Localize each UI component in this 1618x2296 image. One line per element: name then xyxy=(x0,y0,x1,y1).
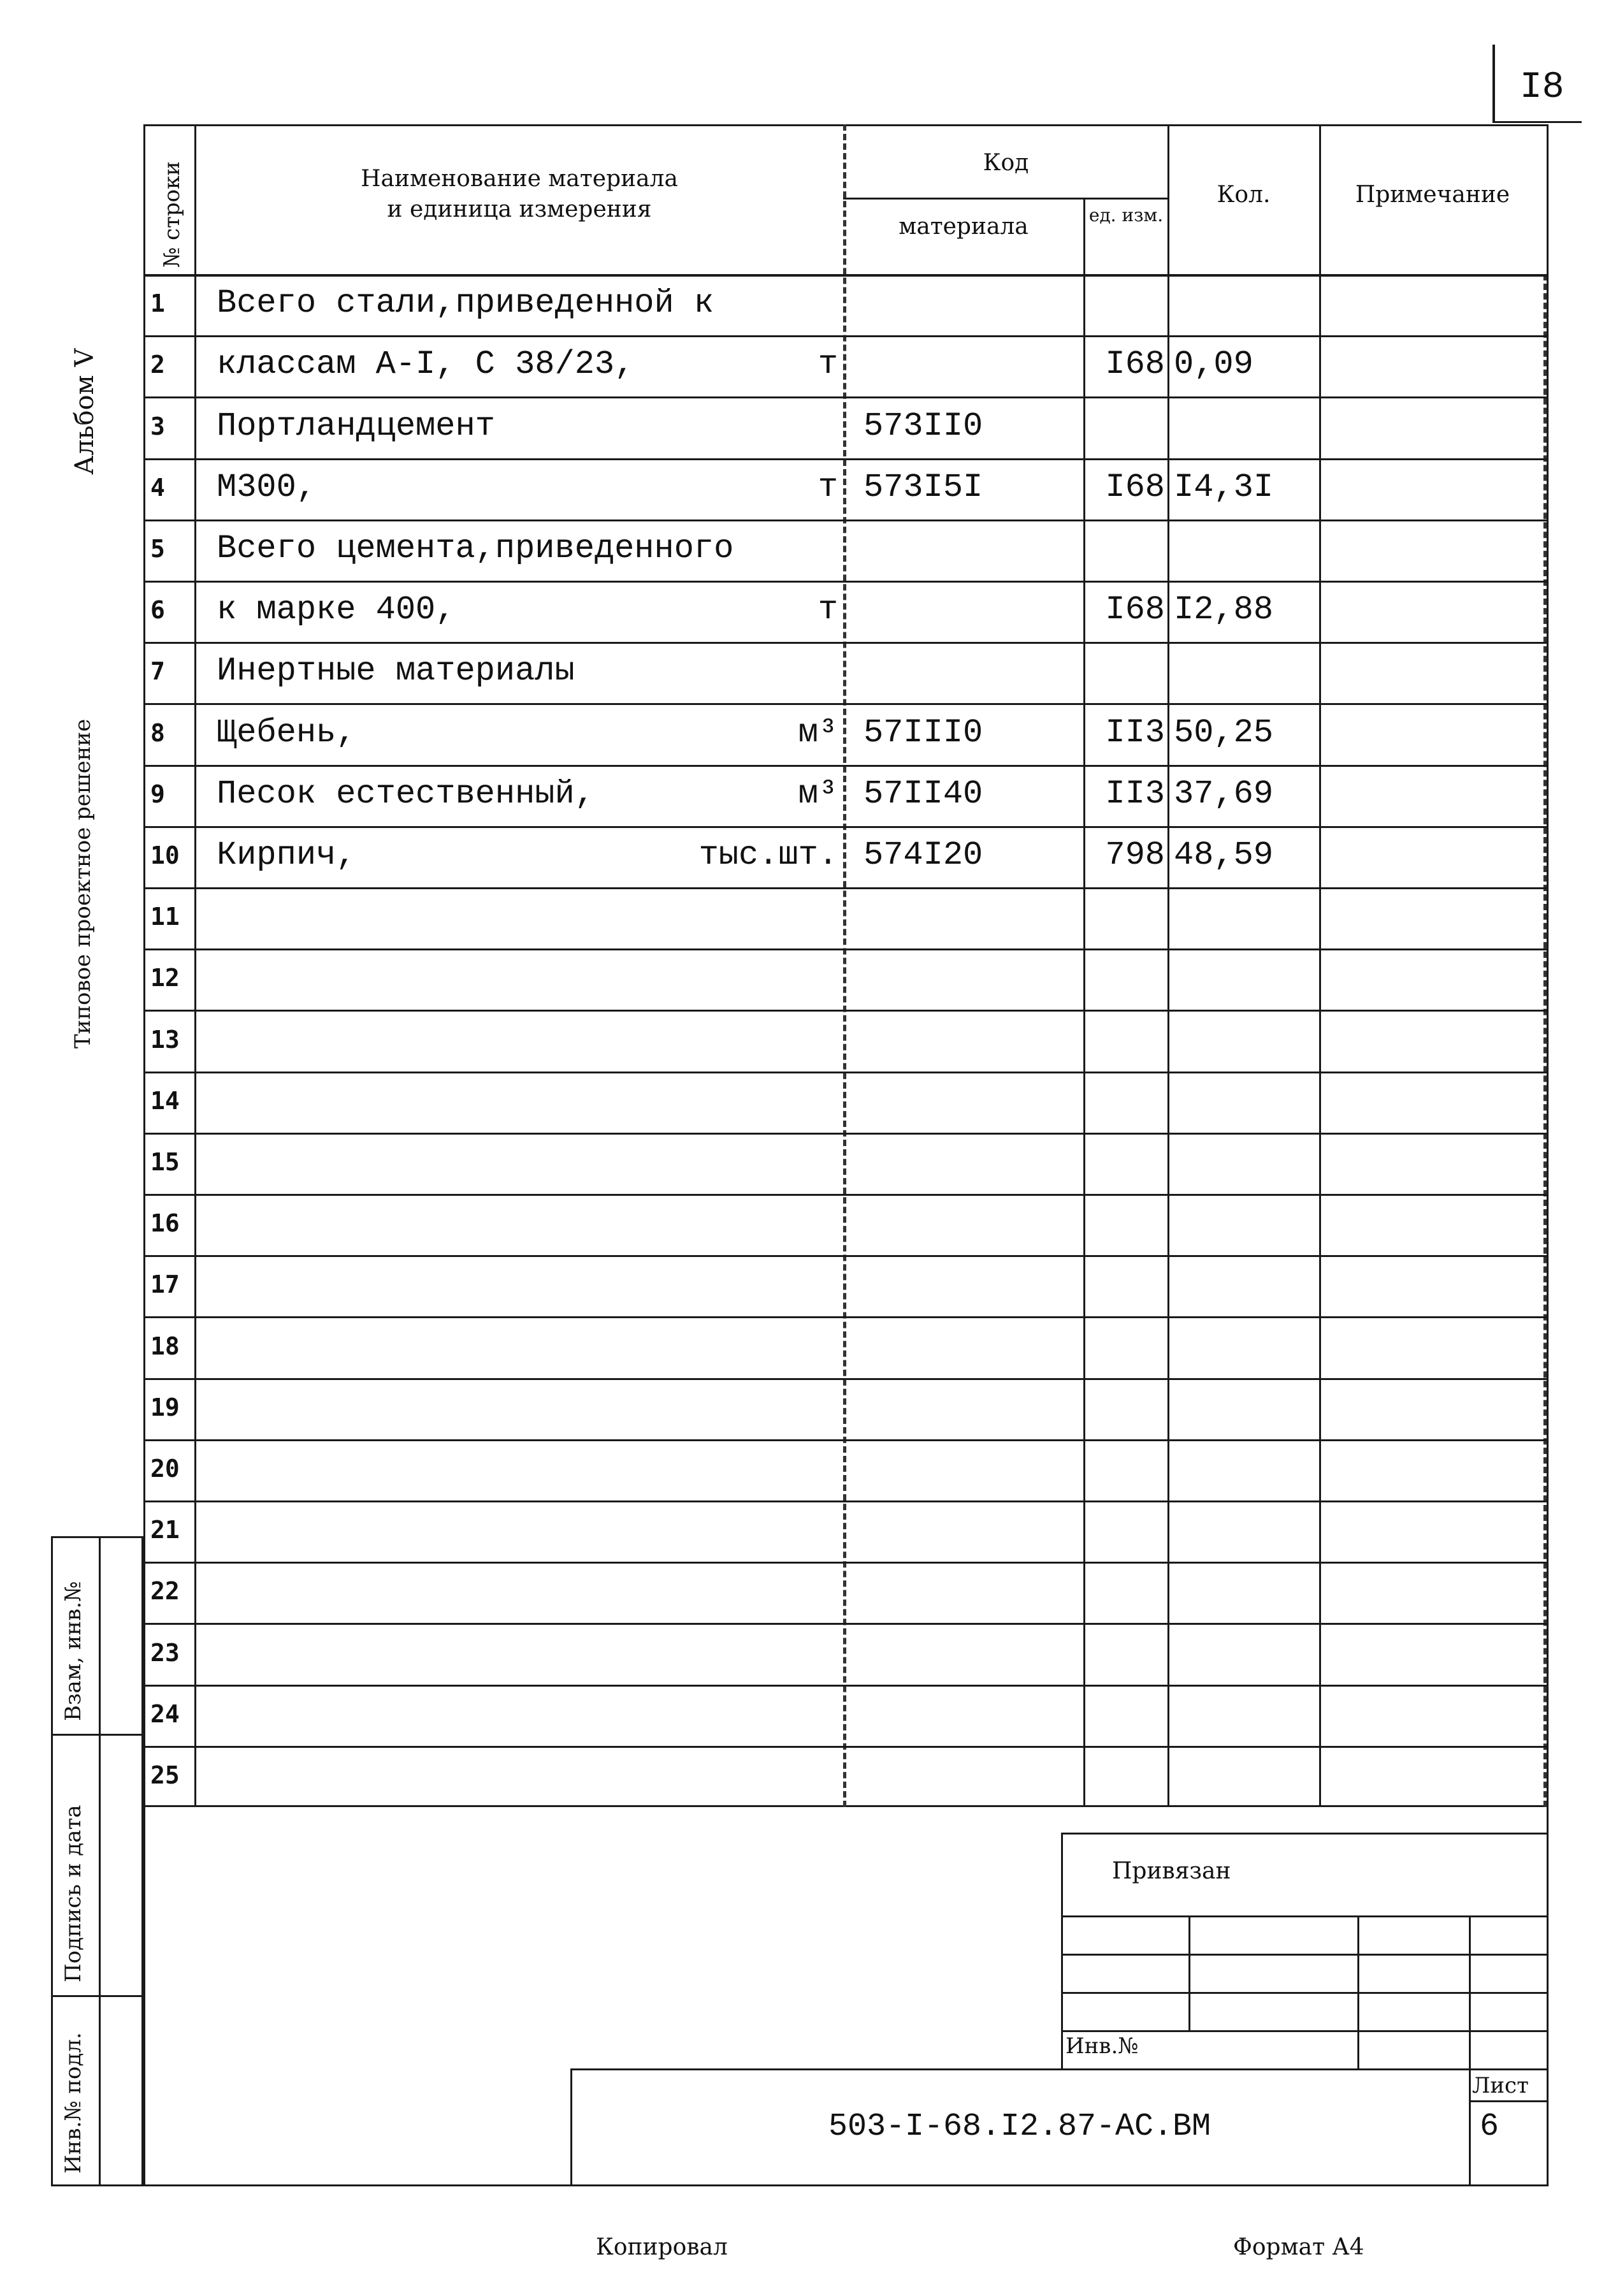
quantity: 37,69 xyxy=(1174,774,1274,813)
stamp-vzam-inv: Взам, инв.№ xyxy=(61,1581,86,1721)
row-separator xyxy=(143,396,1549,398)
row-number: 16 xyxy=(150,1209,180,1238)
row-number: 23 xyxy=(150,1638,180,1667)
sheet-label: Лист xyxy=(1472,2073,1529,2098)
row-number: 8 xyxy=(150,718,165,747)
stamp-divider-2 xyxy=(51,1995,143,1997)
privyazan-col-3 xyxy=(1469,1915,1471,2186)
page-number-underline xyxy=(1492,121,1582,123)
row-number: 18 xyxy=(150,1332,180,1360)
row-separator xyxy=(143,1746,1549,1748)
material-code: 57III0 xyxy=(863,713,983,752)
row-separator xyxy=(143,1316,1549,1318)
privyazan-row-3 xyxy=(1061,1992,1549,1994)
row-number: 25 xyxy=(150,1761,180,1789)
stamp-inv-original: Инв.№ подл. xyxy=(61,2032,86,2174)
header-code-unit: ед. изм. xyxy=(1088,205,1164,226)
row-separator xyxy=(143,335,1549,337)
privyazan-top xyxy=(1061,1833,1549,1835)
sheet-number: 6 xyxy=(1480,2109,1499,2145)
row-number: 14 xyxy=(150,1086,180,1115)
col-divider-name xyxy=(843,124,846,1807)
privyazan-left xyxy=(1061,1833,1063,2068)
col-divider-rownum xyxy=(194,124,196,1807)
header-name-line2: и единица измерения xyxy=(387,196,652,222)
row-separator xyxy=(143,520,1549,521)
header-code: Код xyxy=(983,150,1029,176)
row-separator xyxy=(143,1255,1549,1257)
material-name: Кирпич, xyxy=(217,836,356,874)
privyazan-row-1 xyxy=(1061,1915,1549,1917)
material-code: 574I20 xyxy=(863,836,983,874)
header-name-line1: Наименование материала xyxy=(361,166,678,192)
col-divider-unit xyxy=(1167,124,1169,1807)
format-label: Формат А4 xyxy=(1233,2234,1364,2260)
row-separator xyxy=(143,1378,1549,1380)
material-name: классам А-I, С 38/23, xyxy=(217,345,635,384)
row-separator xyxy=(143,703,1549,705)
quantity: 48,59 xyxy=(1174,836,1274,874)
privyazan-col-1 xyxy=(1188,1915,1190,2030)
quantity: I4,3I xyxy=(1174,468,1274,506)
row-number: 13 xyxy=(150,1025,180,1054)
row-number: 3 xyxy=(150,412,165,440)
row-number: 12 xyxy=(150,964,180,992)
project-type-caption: Типовое проектное решение xyxy=(70,718,96,1049)
sheet-divider xyxy=(1469,2100,1549,2102)
row-separator xyxy=(143,458,1549,460)
row-number: 6 xyxy=(150,596,165,625)
row-number: 5 xyxy=(150,534,165,563)
col-divider-qty xyxy=(1319,124,1321,1807)
header-code-split xyxy=(843,198,1167,200)
material-name: М300, xyxy=(217,468,317,506)
row-separator xyxy=(143,1500,1549,1502)
row-separator xyxy=(143,1133,1549,1135)
row-number: 21 xyxy=(150,1516,180,1544)
row-separator xyxy=(143,1623,1549,1625)
unit-label: т xyxy=(818,345,838,384)
material-name: Всего цемента,приведенного xyxy=(217,529,734,567)
material-name: Щебень, xyxy=(217,713,356,752)
row-separator xyxy=(143,1439,1549,1441)
unit-label: т xyxy=(818,468,838,506)
header-note: Примечание xyxy=(1355,182,1510,208)
row-separator xyxy=(143,642,1549,644)
row-separator xyxy=(143,1010,1549,1012)
row-separator xyxy=(143,948,1549,950)
material-name: Всего стали,приведенной к xyxy=(217,284,714,323)
row-separator xyxy=(143,887,1549,889)
row-separator xyxy=(143,826,1549,828)
row-number: 20 xyxy=(150,1454,180,1483)
row-number: 1 xyxy=(150,289,165,318)
material-name: к марке 400, xyxy=(217,591,456,629)
header-bottom xyxy=(143,274,1549,277)
unit-code: II3 xyxy=(1105,713,1165,752)
row-separator xyxy=(143,1685,1549,1687)
col-divider-code xyxy=(1083,198,1085,1807)
stamp-divider-1 xyxy=(51,1734,143,1736)
material-name: Инертные материалы xyxy=(217,652,575,690)
unit-code: I68 xyxy=(1105,591,1165,629)
row-number: 7 xyxy=(150,657,165,686)
stamp-inner-line xyxy=(99,1536,101,2186)
row-number: 24 xyxy=(150,1699,180,1728)
page-number-marker xyxy=(1492,45,1495,121)
row-separator xyxy=(143,1194,1549,1196)
row-number: 11 xyxy=(150,903,180,931)
document-code: 503-I-68.I2.87-АС.ВМ xyxy=(828,2109,1211,2145)
doc-code-top xyxy=(570,2068,1549,2070)
unit-label: тыс.шт. xyxy=(698,836,838,874)
unit-code: I68 xyxy=(1105,468,1165,506)
row-number: 9 xyxy=(150,780,165,808)
header-row-number: № строки xyxy=(159,161,185,268)
row-number: 4 xyxy=(150,473,165,502)
row-separator xyxy=(143,581,1549,583)
inv-number-label: Инв.№ xyxy=(1065,2033,1139,2059)
privyazan-label: Привязан xyxy=(1112,1858,1231,1884)
unit-label: т xyxy=(818,591,838,629)
album-caption: Альбом V xyxy=(70,348,99,475)
row-number: 10 xyxy=(150,841,180,869)
quantity: I2,88 xyxy=(1174,591,1274,629)
header-code-material: материала xyxy=(899,214,1029,240)
stamp-signature-date: Подпись и дата xyxy=(61,1805,86,1982)
unit-code: 798 xyxy=(1105,836,1165,874)
row-separator xyxy=(143,1562,1549,1564)
row-number: 22 xyxy=(150,1577,180,1606)
page-number: I8 xyxy=(1520,67,1564,108)
material-code: 57II40 xyxy=(863,774,983,813)
doc-code-left xyxy=(570,2068,572,2186)
row-separator xyxy=(143,765,1549,767)
row-number: 17 xyxy=(150,1270,180,1299)
material-name: Песок естественный, xyxy=(217,774,595,813)
unit-code: I68 xyxy=(1105,345,1165,384)
material-code: 573I5I xyxy=(863,468,983,506)
material-code: 573II0 xyxy=(863,407,983,445)
quantity: 0,09 xyxy=(1174,345,1253,384)
header-quantity: Кол. xyxy=(1217,182,1271,208)
quantity: 50,25 xyxy=(1174,713,1274,752)
row-number: 2 xyxy=(150,351,165,379)
row-separator xyxy=(143,1072,1549,1073)
privyazan-row-4 xyxy=(1061,2030,1549,2032)
privyazan-row-2 xyxy=(1061,1954,1549,1956)
copied-label: Копировал xyxy=(596,2234,728,2260)
privyazan-col-2 xyxy=(1357,1915,1359,2068)
right-edge-dashed xyxy=(1543,274,1547,1807)
unit-label: м³ xyxy=(798,713,838,752)
row-number: 19 xyxy=(150,1393,180,1421)
material-name: Портландцемент xyxy=(217,407,495,445)
row-number: 15 xyxy=(150,1147,180,1176)
unit-code: II3 xyxy=(1105,774,1165,813)
unit-label: м³ xyxy=(798,774,838,813)
